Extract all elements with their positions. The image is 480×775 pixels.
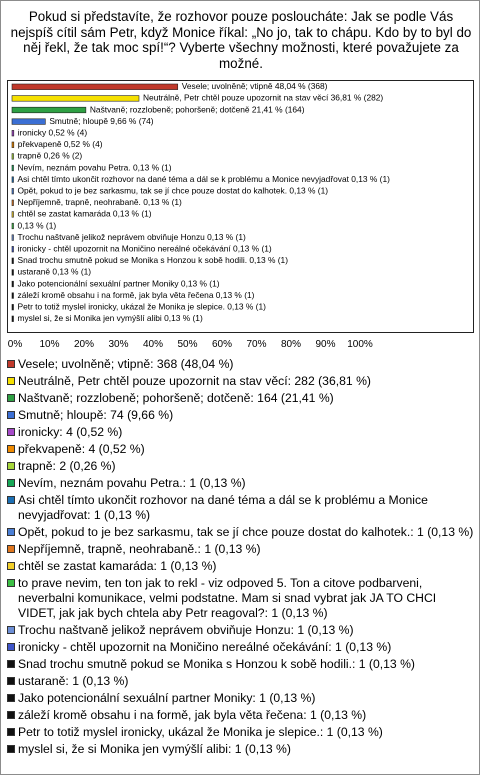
bar-label-11: Nepříjemně, trapně, neohrabaně. 0,13 % (1) xyxy=(17,197,182,208)
legend-item xyxy=(7,374,477,389)
bar-label-13: 0,13 % (1) xyxy=(17,220,57,231)
legend-item xyxy=(7,425,477,440)
legend-item xyxy=(7,459,477,474)
legend-label: myslel si, že si Monika jen vymýšlí alibi: 1 (0,13 %) xyxy=(18,742,291,756)
legend-item xyxy=(7,442,477,457)
legend-swatch xyxy=(7,626,15,634)
legend-item xyxy=(7,742,477,757)
bar-label-10: Opět, pokud to je bez sarkasmu, tak se jí chce pouze dostat do kalhotek. 0,13 % (1) xyxy=(17,185,329,196)
legend-label: Jako potencionální sexuální partner Moniky: 1 (0,13 %) xyxy=(18,691,316,705)
bar-18 xyxy=(12,281,14,287)
legend-swatch xyxy=(7,660,15,668)
legend-item xyxy=(7,623,477,638)
x-tick-label: 90% xyxy=(315,339,336,350)
bar-8 xyxy=(12,165,14,171)
bar-6 xyxy=(12,142,14,148)
bar-12 xyxy=(12,212,14,218)
legend-label: Snad trochu smutně pokud se Monika s Honzou k sobě hodili.: 1 (0,13 %) xyxy=(18,657,415,671)
legend-item xyxy=(7,542,477,557)
legend-swatch xyxy=(7,711,15,719)
bar-1 xyxy=(12,84,178,90)
legend-item xyxy=(7,391,477,406)
bar-21 xyxy=(12,316,14,322)
bar-13 xyxy=(12,223,14,229)
bar-label-17: ustaraně 0,13 % (1) xyxy=(17,266,92,277)
legend-swatch xyxy=(7,496,15,504)
bar-label-14: Trochu naštvaně jelikož neprávem obviňuje Honzu 0,13 % (1) xyxy=(17,231,246,242)
bar-label-20: Petr to totiž myslel ironicky, ukázal že Monika je slepice. 0,13 % (1) xyxy=(17,301,266,312)
legend-swatch xyxy=(7,579,15,587)
legend-label: chtěl se zastat kamaráda: 1 (0,13 %) xyxy=(18,559,217,573)
legend-label: Neutrálně, Petr chtěl pouze upozornit na stav věcí: 282 (36,81 %) xyxy=(18,374,371,388)
legend-swatch xyxy=(7,677,15,685)
bar-3 xyxy=(12,107,86,113)
legend-label: Nevím, neznám povahu Petra.: 1 (0,13 %) xyxy=(18,476,246,490)
chart-title: Pokud si představíte, že rozhovor pouze posloucháte: Jak se podle Vás nejspíš cítil sám Petr, když Monice říkal: „No jo, tak to chápu. Kdo by to byl do něj řekl, že tak moc spí!“? Vyberte všechny možnosti, které považujete za možné. xyxy=(10,9,472,71)
legend-label: překvapeně: 4 (0,52 %) xyxy=(18,442,145,456)
bar-chart-svg xyxy=(8,81,473,332)
x-tick-label: 30% xyxy=(108,339,129,350)
legend-label: Petr to totiž myslel ironicky, ukázal že Monika je slepice.: 1 (0,13 %) xyxy=(18,725,383,739)
x-tick-label: 20% xyxy=(73,339,95,350)
legend-label: ironicky: 4 (0,52 %) xyxy=(18,425,123,439)
x-tick-label: 60% xyxy=(211,339,233,350)
bar-label-4: Smutně; hloupě 9,66 % (74) xyxy=(49,115,154,126)
bar-label-1: Vesele; uvolněně; vtipně 48,04 % (368) xyxy=(181,81,328,92)
legend-item xyxy=(7,357,477,372)
legend-swatch xyxy=(7,462,15,470)
bar-16 xyxy=(12,258,14,264)
bar-label-8: Nevím, neznám povahu Petra. 0,13 % (1) xyxy=(17,162,172,173)
bar-9 xyxy=(12,177,14,183)
bar-label-21: myslel si, že si Monika jen vymýšlí alibi 0,13 % (1) xyxy=(17,313,203,324)
legend-label: Naštvaně; rozzlobeně; pohoršeně; dotčeně: 164 (21,41 %) xyxy=(18,391,334,405)
bar-15 xyxy=(12,246,14,252)
bar-2 xyxy=(12,96,139,102)
legend-label: Trochu naštvaně jelikož neprávem obviňuje Honzu: 1 (0,13 %) xyxy=(18,623,354,637)
legend-swatch xyxy=(7,545,15,553)
bar-17 xyxy=(12,270,14,276)
legend-item xyxy=(7,640,477,655)
bar-label-5: ironicky 0,52 % (4) xyxy=(17,127,88,138)
bar-label-12: chtěl se zastat kamaráda 0,13 % (1) xyxy=(17,208,152,219)
legend-label: to prave nevim, ten ton jak to rekl - viz odpoved 5. Ton a citove podbarveni, neverbalni komunikace, velmi podstatne. Mam si snad vybrat jak JA TO CHCI VIDET, jak jak bych chtela aby Petr reagoval?: 1 (0,13 %) xyxy=(18,576,437,620)
legend-swatch xyxy=(7,479,15,487)
legend-item xyxy=(7,576,477,621)
bar-14 xyxy=(12,235,14,241)
legend-label: záleží kromě obsahu i na formě, jak byla věta řečena: 1 (0,13 %) xyxy=(18,708,367,722)
legend-item xyxy=(7,408,477,423)
legend-label: Nepříjemně, trapně, neohrabaně.: 1 (0,13 %) xyxy=(18,542,261,556)
bar-10 xyxy=(12,188,14,194)
bar-label-18: Jako potencionální sexuální partner Moniky 0,13 % (1) xyxy=(17,278,220,289)
x-tick-label: 40% xyxy=(142,339,164,350)
bar-label-3: Naštvaně; rozzlobeně; pohoršeně; dotčeně 21,41 % (164) xyxy=(89,104,305,115)
legend-swatch xyxy=(7,745,15,753)
legend-label: Asi chtěl tímto ukončit rozhovor na dané téma a dál se k problému a Monice nevyjadřovat: 1 (0,13 %) xyxy=(18,493,428,522)
x-tick-label: 0% xyxy=(7,339,23,350)
legend-swatch xyxy=(7,528,15,536)
bar-label-7: trapně 0,26 % (2) xyxy=(17,150,83,161)
x-tick-label: 10% xyxy=(39,339,60,350)
legend-swatch xyxy=(7,728,15,736)
legend-item xyxy=(7,525,477,540)
x-tick-label: 100% xyxy=(347,339,373,350)
legend-swatch xyxy=(7,445,15,453)
bar-4 xyxy=(12,119,45,125)
legend-swatch xyxy=(7,360,15,368)
legend-label: Vesele; uvolněně; vtipně: 368 (48,04 %) xyxy=(18,357,234,371)
legend-item xyxy=(7,657,477,672)
legend-item xyxy=(7,493,477,523)
legend-item xyxy=(7,708,477,723)
x-tick-label: 80% xyxy=(280,339,302,350)
bar-20 xyxy=(12,304,14,310)
legend-item xyxy=(7,476,477,491)
legend-label: trapně: 2 (0,26 %) xyxy=(18,459,116,473)
bar-5 xyxy=(12,130,14,136)
bar-label-2: Neutrálně, Petr chtěl pouze upozornit na stav věcí 36,81 % (282) xyxy=(142,92,384,103)
legend xyxy=(7,357,477,759)
legend-swatch xyxy=(7,562,15,570)
legend-item xyxy=(7,559,477,574)
legend-label: ustaraně: 1 (0,13 %) xyxy=(18,674,129,688)
legend-swatch xyxy=(7,643,15,651)
legend-label: Opět, pokud to je bez sarkasmu, tak se jí chce pouze dostat do kalhotek.: 1 (0,13 %) xyxy=(18,525,474,539)
bar-label-9: Asi chtěl tímto ukončit rozhovor na dané téma a dál se k problému a Monice nevyjadřovat 0,13 % (1) xyxy=(17,173,390,184)
bar-label-19: záleží kromě obsahu i na formě, jak byla věta řečena 0,13 % (1) xyxy=(17,289,255,300)
legend-label: Smutně; hloupě: 74 (9,66 %) xyxy=(18,408,174,422)
x-tick-label: 70% xyxy=(246,339,267,350)
legend-swatch xyxy=(7,377,15,385)
legend-swatch xyxy=(7,394,15,402)
legend-swatch xyxy=(7,694,15,702)
legend-item xyxy=(7,674,477,689)
plot-area xyxy=(7,80,474,333)
bar-19 xyxy=(12,293,14,299)
legend-item xyxy=(7,691,477,706)
legend-swatch xyxy=(7,411,15,419)
bar-label-6: překvapeně 0,52 % (4) xyxy=(17,139,103,150)
bar-label-15: ironicky - chtěl upozornit na Moničino nereálné očekávání 0,13 % (1) xyxy=(17,243,272,254)
bar-11 xyxy=(12,200,14,206)
bar-7 xyxy=(12,154,14,160)
legend-item xyxy=(7,725,477,740)
legend-label: ironicky - chtěl upozornit na Moničino nereálné očekávání: 1 (0,13 %) xyxy=(18,640,392,654)
x-tick-label: 50% xyxy=(177,339,198,350)
x-axis xyxy=(1,339,480,353)
legend-swatch xyxy=(7,428,15,436)
bar-label-16: Snad trochu smutně pokud se Monika s Honzou k sobě hodili. 0,13 % (1) xyxy=(17,255,288,266)
